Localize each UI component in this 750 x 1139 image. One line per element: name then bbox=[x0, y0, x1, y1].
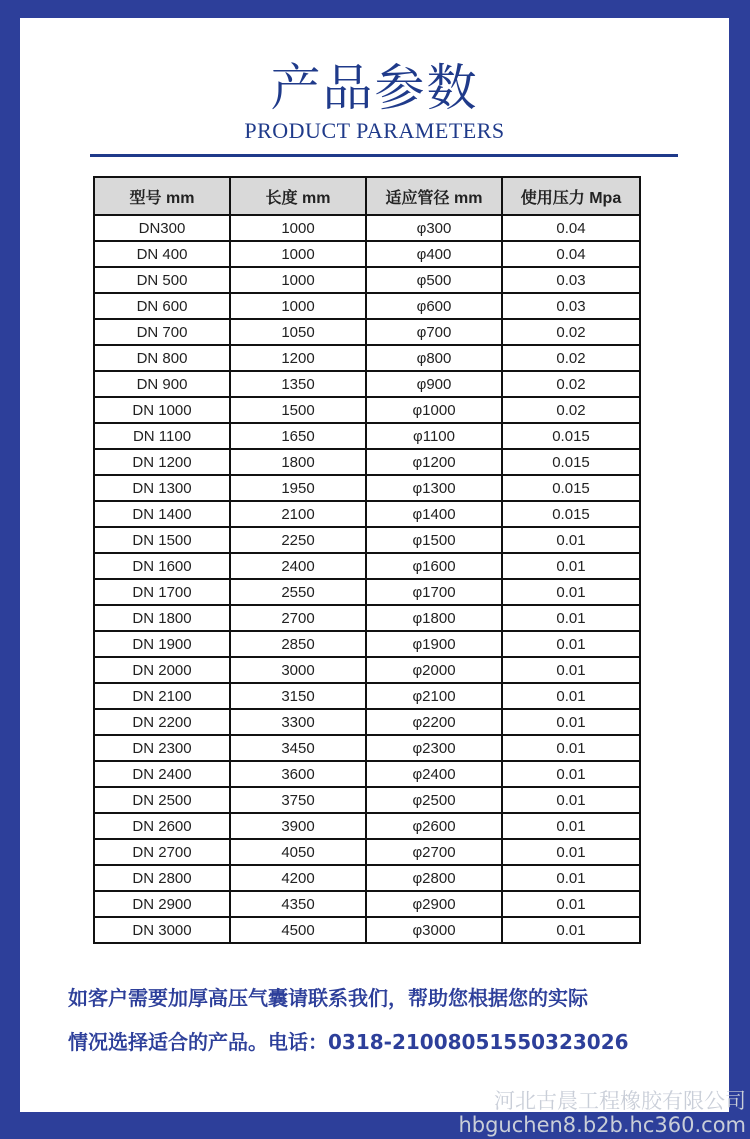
table-row bbox=[94, 787, 640, 813]
table-cell: φ1300 bbox=[366, 475, 502, 501]
table-cell: 3300 bbox=[230, 709, 366, 735]
table-row bbox=[94, 527, 640, 553]
table-cell: 3900 bbox=[230, 813, 366, 839]
table-cell: 0.01 bbox=[502, 709, 640, 735]
table-cell: DN 1000 bbox=[94, 397, 230, 423]
table-cell: 0.015 bbox=[502, 501, 640, 527]
table-row bbox=[94, 449, 640, 475]
table-cell: DN 1800 bbox=[94, 605, 230, 631]
table-cell: 3750 bbox=[230, 787, 366, 813]
table-row bbox=[94, 891, 640, 917]
table-header-row bbox=[94, 177, 640, 215]
table-cell: 2550 bbox=[230, 579, 366, 605]
table-row bbox=[94, 553, 640, 579]
table-cell: 0.01 bbox=[502, 865, 640, 891]
table-cell: 1000 bbox=[230, 293, 366, 319]
table-cell: 4050 bbox=[230, 839, 366, 865]
contact-note bbox=[68, 976, 688, 1064]
table-row bbox=[94, 345, 640, 371]
table-cell: DN 2200 bbox=[94, 709, 230, 735]
table-cell: φ500 bbox=[366, 267, 502, 293]
table-row bbox=[94, 319, 640, 345]
table-cell: φ2700 bbox=[366, 839, 502, 865]
table-row bbox=[94, 709, 640, 735]
table-cell: DN 800 bbox=[94, 345, 230, 371]
table-cell: 3600 bbox=[230, 761, 366, 787]
table-row bbox=[94, 475, 640, 501]
table-cell: φ2100 bbox=[366, 683, 502, 709]
table-cell: 0.01 bbox=[502, 839, 640, 865]
table-cell: 0.015 bbox=[502, 423, 640, 449]
table-cell: 0.03 bbox=[502, 293, 640, 319]
table-cell: DN 600 bbox=[94, 293, 230, 319]
table-row bbox=[94, 683, 640, 709]
table-row bbox=[94, 215, 640, 241]
note-line-2: 情况选择适合的产品。电话：0318-21008051550323026 bbox=[68, 1030, 629, 1054]
table-cell: 0.04 bbox=[502, 241, 640, 267]
table-cell: 3150 bbox=[230, 683, 366, 709]
table-cell: 1200 bbox=[230, 345, 366, 371]
table-row bbox=[94, 397, 640, 423]
table-cell: DN 2600 bbox=[94, 813, 230, 839]
table-cell: 2700 bbox=[230, 605, 366, 631]
table-cell: DN 2400 bbox=[94, 761, 230, 787]
watermark-company: 河北古晨工程橡胶有限公司 bbox=[494, 1089, 746, 1113]
table-cell: φ2400 bbox=[366, 761, 502, 787]
table-cell: φ1600 bbox=[366, 553, 502, 579]
table-cell: 0.01 bbox=[502, 605, 640, 631]
table-cell: 0.015 bbox=[502, 449, 640, 475]
table-cell: φ2000 bbox=[366, 657, 502, 683]
table-cell: DN 2100 bbox=[94, 683, 230, 709]
title-divider bbox=[90, 154, 678, 157]
table-cell: 0.01 bbox=[502, 735, 640, 761]
table-cell: DN 500 bbox=[94, 267, 230, 293]
table-cell: 0.02 bbox=[502, 319, 640, 345]
table-cell: 0.01 bbox=[502, 579, 640, 605]
table-cell: DN 2000 bbox=[94, 657, 230, 683]
table-row bbox=[94, 657, 640, 683]
table-row bbox=[94, 501, 640, 527]
table-cell: DN 1300 bbox=[94, 475, 230, 501]
table-cell: φ1100 bbox=[366, 423, 502, 449]
table-cell: 0.01 bbox=[502, 891, 640, 917]
table-row bbox=[94, 241, 640, 267]
table-cell: DN 400 bbox=[94, 241, 230, 267]
table-row bbox=[94, 917, 640, 943]
table-row bbox=[94, 813, 640, 839]
table-cell: φ1200 bbox=[366, 449, 502, 475]
table-cell: DN 2500 bbox=[94, 787, 230, 813]
table-cell: 2250 bbox=[230, 527, 366, 553]
table-row bbox=[94, 839, 640, 865]
page-subtitle: PRODUCT PARAMETERS bbox=[244, 118, 505, 143]
table-cell: 0.02 bbox=[502, 345, 640, 371]
table-cell: 1000 bbox=[230, 241, 366, 267]
table-cell: 3450 bbox=[230, 735, 366, 761]
column-header: 型号 mm bbox=[94, 177, 230, 215]
table-cell: 1800 bbox=[230, 449, 366, 475]
table-cell: DN 1200 bbox=[94, 449, 230, 475]
table-cell: DN 3000 bbox=[94, 917, 230, 943]
table-cell: DN 900 bbox=[94, 371, 230, 397]
page-title: 产品参数 bbox=[270, 59, 479, 117]
table-cell: φ1700 bbox=[366, 579, 502, 605]
table-cell: 1500 bbox=[230, 397, 366, 423]
table-cell: φ300 bbox=[366, 215, 502, 241]
table-row bbox=[94, 579, 640, 605]
table-cell: φ1500 bbox=[366, 527, 502, 553]
table-cell: DN 1700 bbox=[94, 579, 230, 605]
column-header: 适应管径 mm bbox=[366, 177, 502, 215]
watermark bbox=[458, 1089, 746, 1137]
table-cell: DN 1500 bbox=[94, 527, 230, 553]
table-cell: 4350 bbox=[230, 891, 366, 917]
table-cell: 0.01 bbox=[502, 553, 640, 579]
table-cell: 0.01 bbox=[502, 813, 640, 839]
column-header: 使用压力 Mpa bbox=[502, 177, 640, 215]
table-cell: 0.01 bbox=[502, 917, 640, 943]
table-cell: φ800 bbox=[366, 345, 502, 371]
table-row bbox=[94, 605, 640, 631]
table-cell: 2100 bbox=[230, 501, 366, 527]
table-cell: 2400 bbox=[230, 553, 366, 579]
table-cell: 0.03 bbox=[502, 267, 640, 293]
table-cell: 0.01 bbox=[502, 761, 640, 787]
table-row bbox=[94, 865, 640, 891]
table-cell: 0.01 bbox=[502, 631, 640, 657]
table-cell: 1000 bbox=[230, 215, 366, 241]
table-cell: φ700 bbox=[366, 319, 502, 345]
note-line-1: 如客户需要加厚高压气囊请联系我们，帮助您根据您的实际 bbox=[68, 986, 588, 1010]
table-row bbox=[94, 761, 640, 787]
table-cell: φ900 bbox=[366, 371, 502, 397]
table-cell: 4500 bbox=[230, 917, 366, 943]
table-cell: φ2900 bbox=[366, 891, 502, 917]
table-cell: φ1400 bbox=[366, 501, 502, 527]
table-cell: φ600 bbox=[366, 293, 502, 319]
table-cell: 0.01 bbox=[502, 683, 640, 709]
table-cell: φ3000 bbox=[366, 917, 502, 943]
table-cell: φ1800 bbox=[366, 605, 502, 631]
table-header bbox=[94, 177, 640, 215]
table-cell: φ1000 bbox=[366, 397, 502, 423]
table-row bbox=[94, 631, 640, 657]
table-cell: DN 2800 bbox=[94, 865, 230, 891]
table-body bbox=[94, 215, 640, 943]
table-row bbox=[94, 735, 640, 761]
table-cell: DN 1600 bbox=[94, 553, 230, 579]
table-cell: φ2300 bbox=[366, 735, 502, 761]
table-cell: DN 2900 bbox=[94, 891, 230, 917]
table-cell: 0.015 bbox=[502, 475, 640, 501]
table-cell: 1000 bbox=[230, 267, 366, 293]
table-cell: DN 2300 bbox=[94, 735, 230, 761]
table-cell: 2850 bbox=[230, 631, 366, 657]
watermark-site: hbguchen8.b2b.hc360.com bbox=[458, 1113, 746, 1137]
table-cell: 0.04 bbox=[502, 215, 640, 241]
table-cell: 4200 bbox=[230, 865, 366, 891]
column-header: 长度 mm bbox=[230, 177, 366, 215]
table-cell: DN 700 bbox=[94, 319, 230, 345]
table-cell: DN 1900 bbox=[94, 631, 230, 657]
table-cell: DN 1400 bbox=[94, 501, 230, 527]
table-cell: 0.01 bbox=[502, 527, 640, 553]
table-cell: φ1900 bbox=[366, 631, 502, 657]
table-cell: 1350 bbox=[230, 371, 366, 397]
table-row bbox=[94, 267, 640, 293]
table-cell: DN 2700 bbox=[94, 839, 230, 865]
table-cell: φ2800 bbox=[366, 865, 502, 891]
table-cell: DN300 bbox=[94, 215, 230, 241]
table-cell: 3000 bbox=[230, 657, 366, 683]
table-cell: φ400 bbox=[366, 241, 502, 267]
table-row bbox=[94, 423, 640, 449]
table-cell: 1650 bbox=[230, 423, 366, 449]
table-cell: φ2500 bbox=[366, 787, 502, 813]
table-cell: 0.01 bbox=[502, 657, 640, 683]
table-row bbox=[94, 371, 640, 397]
table-cell: 1950 bbox=[230, 475, 366, 501]
table-cell: 0.01 bbox=[502, 787, 640, 813]
table-cell: 0.02 bbox=[502, 371, 640, 397]
parameters-table bbox=[93, 176, 641, 944]
table-cell: 1050 bbox=[230, 319, 366, 345]
table-row bbox=[94, 293, 640, 319]
table-cell: DN 1100 bbox=[94, 423, 230, 449]
table-cell: 0.02 bbox=[502, 397, 640, 423]
table-cell: φ2600 bbox=[366, 813, 502, 839]
table-cell: φ2200 bbox=[366, 709, 502, 735]
